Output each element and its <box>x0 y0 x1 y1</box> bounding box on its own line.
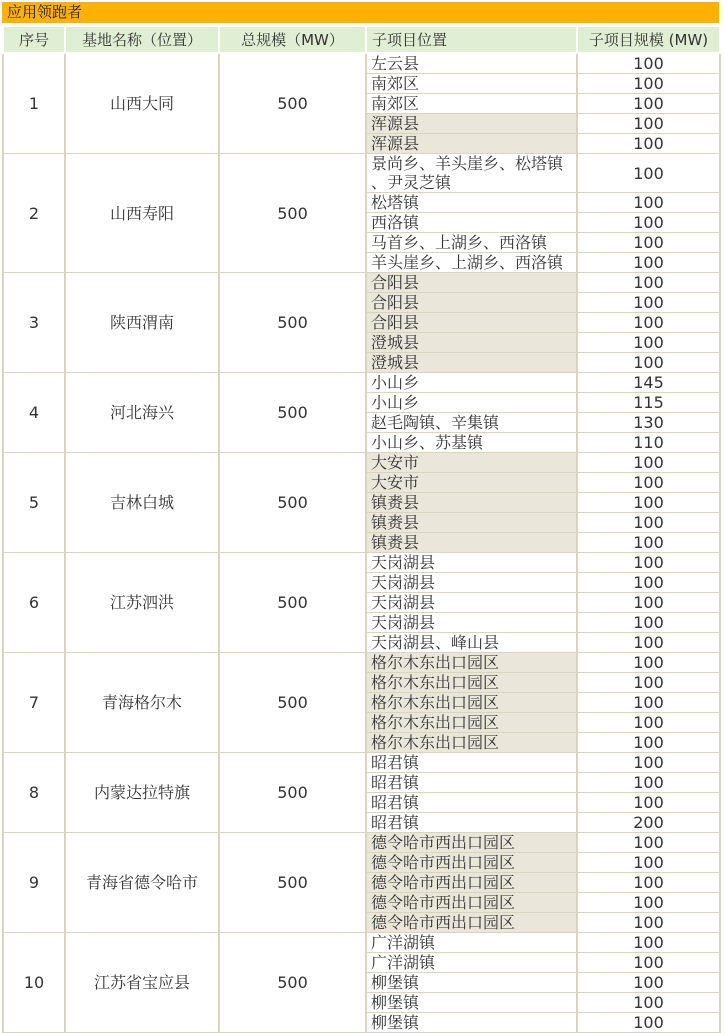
table-row <box>3 273 720 293</box>
cell-subproject-scale: 100 <box>577 573 720 593</box>
cell-subproject-location: 天岗湖县 <box>366 573 577 593</box>
cell-subproject-location: 天岗湖县 <box>366 593 577 613</box>
cell-subproject-scale: 100 <box>577 493 720 513</box>
cell-base-name: 山西大同 <box>65 53 219 154</box>
cell-subproject-location: 镇赉县 <box>366 513 577 533</box>
col-header-subproject-scale: 子项目规模 (MW) <box>577 26 720 53</box>
cell-base-name: 河北海兴 <box>65 373 219 453</box>
cell-subproject-location: 格尔木东出口园区 <box>366 673 577 693</box>
cell-subproject-scale: 115 <box>577 393 720 413</box>
cell-subproject-location: 小山乡 <box>366 393 577 413</box>
cell-subproject-scale: 100 <box>577 853 720 873</box>
cell-subproject-location: 广洋湖镇 <box>366 953 577 973</box>
cell-subproject-location: 澄城县 <box>366 353 577 373</box>
cell-subproject-location: 澄城县 <box>366 333 577 353</box>
cell-subproject-location: 小山乡、苏基镇 <box>366 433 577 453</box>
cell-subproject-location: 天岗湖县、峰山县 <box>366 633 577 653</box>
cell-subproject-scale: 100 <box>577 53 720 74</box>
cell-subproject-location: 昭君镇 <box>366 813 577 833</box>
cell-subproject-location: 景尚乡、羊头崖乡、松塔镇、尹灵芝镇 <box>366 154 577 193</box>
cell-subproject-location: 马首乡、上湖乡、西洛镇 <box>366 233 577 253</box>
cell-subproject-scale: 100 <box>577 114 720 134</box>
cell-subproject-location: 格尔木东出口园区 <box>366 733 577 753</box>
col-header-base-name: 基地名称（位置） <box>65 26 219 53</box>
table-row <box>3 453 720 473</box>
cell-index: 10 <box>3 933 65 1033</box>
cell-index: 3 <box>3 273 65 373</box>
cell-total-scale: 500 <box>219 273 366 373</box>
cell-index: 4 <box>3 373 65 453</box>
cell-subproject-scale: 100 <box>577 453 720 473</box>
cell-subproject-location: 昭君镇 <box>366 773 577 793</box>
cell-subproject-location: 羊头崖乡、上湖乡、西洛镇 <box>366 253 577 273</box>
cell-subproject-scale: 110 <box>577 433 720 453</box>
cell-subproject-scale: 100 <box>577 893 720 913</box>
cell-subproject-location: 赵毛陶镇、辛集镇 <box>366 413 577 433</box>
cell-subproject-location: 柳堡镇 <box>366 1013 577 1033</box>
cell-subproject-location: 广洋湖镇 <box>366 933 577 953</box>
table-row <box>3 933 720 953</box>
cell-base-name: 山西寿阳 <box>65 154 219 273</box>
cell-subproject-location: 西洛镇 <box>366 213 577 233</box>
cell-subproject-location: 浑源县 <box>366 114 577 134</box>
cell-index: 2 <box>3 154 65 273</box>
cell-total-scale: 500 <box>219 933 366 1033</box>
cell-subproject-scale: 100 <box>577 693 720 713</box>
cell-subproject-location: 天岗湖县 <box>366 553 577 573</box>
cell-subproject-scale: 100 <box>577 154 720 193</box>
table-row <box>3 833 720 853</box>
cell-base-name: 吉林白城 <box>65 453 219 553</box>
cell-subproject-scale: 145 <box>577 373 720 393</box>
cell-subproject-scale: 100 <box>577 313 720 333</box>
table-row <box>3 373 720 393</box>
cell-subproject-scale: 130 <box>577 413 720 433</box>
table-row <box>3 53 720 74</box>
cell-subproject-scale: 100 <box>577 673 720 693</box>
cell-subproject-location: 德令哈市西出口园区 <box>366 913 577 933</box>
cell-subproject-scale: 100 <box>577 773 720 793</box>
cell-total-scale: 500 <box>219 753 366 833</box>
section-title: 应用领跑者 <box>7 3 83 21</box>
cell-subproject-scale: 100 <box>577 533 720 553</box>
cell-subproject-location: 柳堡镇 <box>366 973 577 993</box>
cell-base-name: 陕西渭南 <box>65 273 219 373</box>
cell-subproject-location: 浑源县 <box>366 134 577 154</box>
cell-subproject-scale: 100 <box>577 233 720 253</box>
cell-subproject-scale: 100 <box>577 593 720 613</box>
col-header-total-scale: 总规模（MW） <box>219 26 366 53</box>
cell-subproject-scale: 100 <box>577 193 720 213</box>
cell-subproject-scale: 100 <box>577 213 720 233</box>
cell-total-scale: 500 <box>219 373 366 453</box>
cell-subproject-scale: 100 <box>577 473 720 493</box>
table-row <box>3 154 720 193</box>
cell-subproject-scale: 100 <box>577 933 720 953</box>
cell-subproject-scale: 100 <box>577 513 720 533</box>
cell-base-name: 内蒙达拉特旗 <box>65 753 219 833</box>
cell-subproject-scale: 100 <box>577 753 720 773</box>
cell-subproject-location: 镇赉县 <box>366 493 577 513</box>
cell-subproject-scale: 100 <box>577 653 720 673</box>
cell-subproject-location: 昭君镇 <box>366 793 577 813</box>
cell-subproject-scale: 100 <box>577 973 720 993</box>
cell-subproject-scale: 100 <box>577 633 720 653</box>
cell-subproject-scale: 100 <box>577 793 720 813</box>
cell-subproject-location: 格尔木东出口园区 <box>366 653 577 673</box>
cell-subproject-location: 昭君镇 <box>366 753 577 773</box>
cell-subproject-location: 合阳县 <box>366 293 577 313</box>
cell-subproject-location: 德令哈市西出口园区 <box>366 873 577 893</box>
cell-base-name: 青海省德令哈市 <box>65 833 219 933</box>
cell-subproject-location: 格尔木东出口园区 <box>366 713 577 733</box>
leader-table <box>2 25 721 1033</box>
cell-subproject-location: 镇赉县 <box>366 533 577 553</box>
cell-subproject-location: 合阳县 <box>366 273 577 293</box>
cell-subproject-scale: 100 <box>577 1013 720 1033</box>
cell-subproject-location: 德令哈市西出口园区 <box>366 893 577 913</box>
cell-index: 9 <box>3 833 65 933</box>
cell-subproject-scale: 100 <box>577 553 720 573</box>
cell-index: 5 <box>3 453 65 553</box>
col-header-subproject-location: 子项目位置 <box>366 26 577 53</box>
cell-base-name: 江苏省宝应县 <box>65 933 219 1033</box>
cell-total-scale: 500 <box>219 553 366 653</box>
cell-subproject-scale: 100 <box>577 353 720 373</box>
table-row <box>3 653 720 673</box>
cell-total-scale: 500 <box>219 53 366 154</box>
cell-subproject-location: 大安市 <box>366 453 577 473</box>
cell-subproject-location: 天岗湖县 <box>366 613 577 633</box>
cell-subproject-location: 柳堡镇 <box>366 993 577 1013</box>
cell-subproject-location: 南郊区 <box>366 94 577 114</box>
cell-subproject-scale: 100 <box>577 94 720 114</box>
cell-total-scale: 500 <box>219 453 366 553</box>
cell-subproject-scale: 100 <box>577 253 720 273</box>
cell-subproject-scale: 100 <box>577 713 720 733</box>
cell-index: 7 <box>3 653 65 753</box>
cell-total-scale: 500 <box>219 154 366 273</box>
cell-subproject-location: 格尔木东出口园区 <box>366 693 577 713</box>
cell-subproject-scale: 100 <box>577 913 720 933</box>
cell-subproject-scale: 100 <box>577 833 720 853</box>
table-body <box>3 53 720 1033</box>
cell-subproject-scale: 100 <box>577 953 720 973</box>
col-header-index: 序号 <box>3 26 65 53</box>
cell-total-scale: 500 <box>219 833 366 933</box>
table-row <box>3 753 720 773</box>
cell-base-name: 青海格尔木 <box>65 653 219 753</box>
cell-total-scale: 500 <box>219 653 366 753</box>
cell-subproject-scale: 200 <box>577 813 720 833</box>
cell-index: 8 <box>3 753 65 833</box>
cell-subproject-location: 大安市 <box>366 473 577 493</box>
cell-subproject-location: 合阳县 <box>366 313 577 333</box>
cell-subproject-scale: 100 <box>577 993 720 1013</box>
cell-subproject-scale: 100 <box>577 293 720 313</box>
cell-subproject-scale: 100 <box>577 733 720 753</box>
header-row <box>3 26 720 53</box>
cell-subproject-scale: 100 <box>577 134 720 154</box>
cell-subproject-scale: 100 <box>577 333 720 353</box>
cell-subproject-location: 德令哈市西出口园区 <box>366 833 577 853</box>
cell-subproject-scale: 100 <box>577 613 720 633</box>
cell-subproject-scale: 100 <box>577 273 720 293</box>
table-row <box>3 553 720 573</box>
cell-subproject-location: 南郊区 <box>366 74 577 94</box>
cell-subproject-scale: 100 <box>577 74 720 94</box>
section-title-bar <box>2 2 719 23</box>
table-header <box>3 26 720 53</box>
cell-index: 6 <box>3 553 65 653</box>
cell-subproject-location: 松塔镇 <box>366 193 577 213</box>
cell-subproject-scale: 100 <box>577 873 720 893</box>
cell-subproject-location: 德令哈市西出口园区 <box>366 853 577 873</box>
cell-index: 1 <box>3 53 65 154</box>
cell-subproject-location: 左云县 <box>366 53 577 74</box>
cell-subproject-location: 小山乡 <box>366 373 577 393</box>
cell-base-name: 江苏泗洪 <box>65 553 219 653</box>
